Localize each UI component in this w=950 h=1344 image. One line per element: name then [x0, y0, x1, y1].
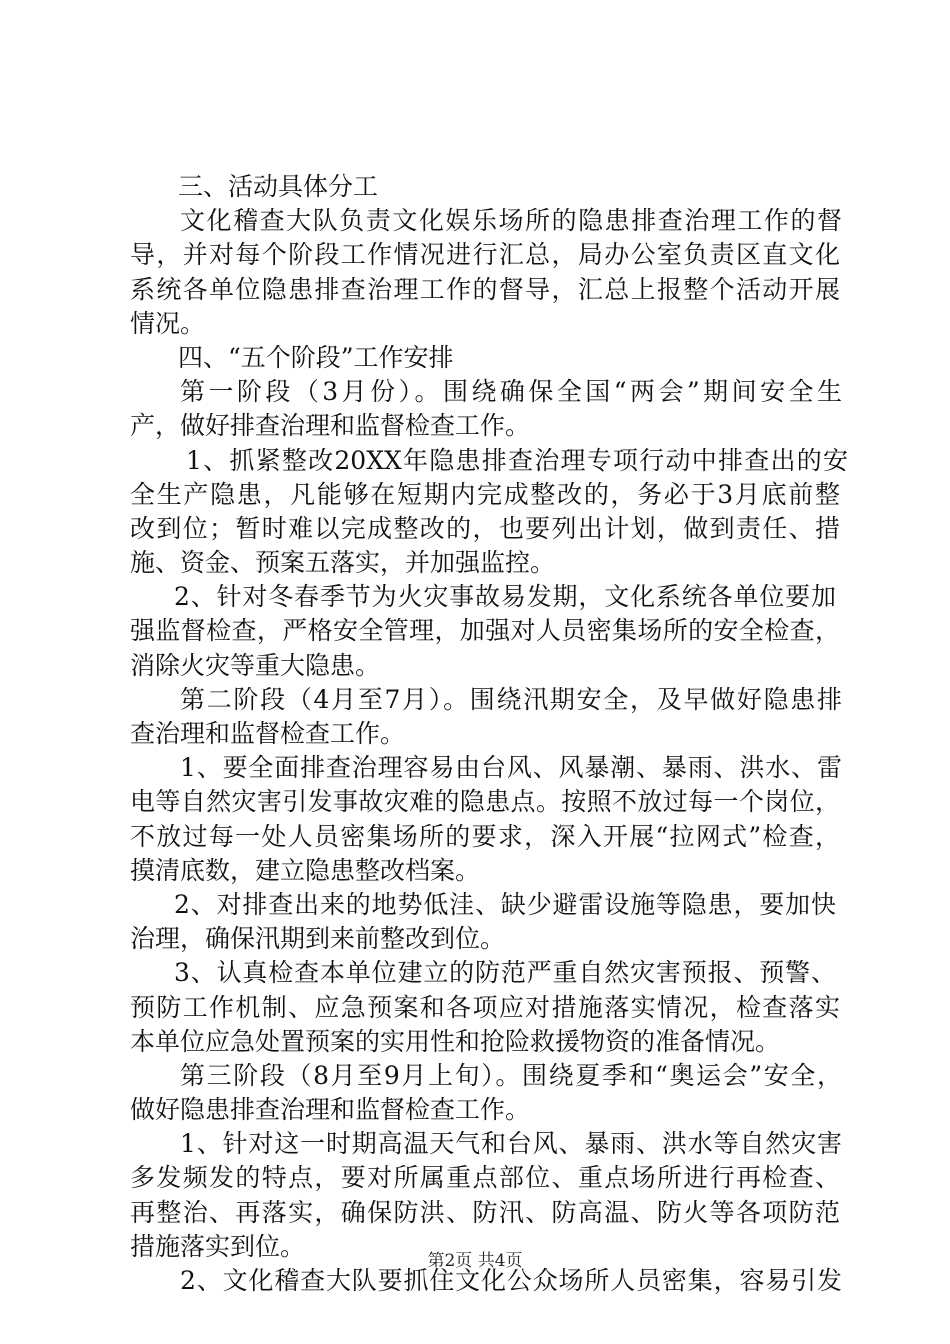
- paragraph-line: 改到位；暂时难以完成整改的，也要列出计划，做到责任、措: [130, 513, 840, 543]
- paragraph-line: 1、要全面排查治理容易由台风、风暴潮、暴雨、洪水、雷: [180, 753, 842, 783]
- document-body: [130, 170, 848, 1298]
- paragraph-line: 第三阶段（8月至9月上旬）。围绕夏季和“奥运会”安全，: [180, 1060, 842, 1090]
- paragraph-line: 3、认真检查本单位建立的防范严重自然灾害预报、预警、: [174, 958, 836, 988]
- paragraph-line: 预防工作机制、应急预案和各项应对措施落实情况，检查落实: [130, 992, 840, 1022]
- paragraph-line: 情况。: [130, 308, 206, 338]
- paragraph-line: 强监督检查，严格安全管理，加强对人员密集场所的安全检查，: [130, 616, 840, 646]
- paragraph-line: 再整治、再落实，确保防洪、防汛、防高温、防火等各项防范: [130, 1197, 840, 1227]
- paragraph-line: 第二阶段（4月至7月）。围绕汛期安全，及早做好隐患排: [180, 684, 842, 714]
- section-heading: 三、活动具体分工: [178, 172, 379, 201]
- paragraph-line: 不放过每一处人员密集场所的要求，深入开展“拉网式”检查，: [130, 821, 840, 851]
- paragraph-line: 2、文化稽查大队要抓住文化公众场所人员密集，容易引发: [180, 1266, 842, 1295]
- paragraph-line: 措施落实到位。: [130, 1231, 306, 1261]
- paragraph-line: 消除火灾等重大隐患。: [130, 650, 381, 680]
- page-footer: 第2页 共4页: [427, 1251, 523, 1271]
- paragraph-line: 1、抓紧整改20XX年隐患排查治理专项行动中排查出的安: [186, 445, 848, 475]
- section-heading: 四、“五个阶段”工作安排: [178, 342, 454, 372]
- paragraph-line: 本单位应急处置预案的实用性和抢险救援物资的准备情况。: [130, 1026, 781, 1056]
- paragraph-line: 第一阶段（3月份）。围绕确保全国“两会”期间安全生: [180, 377, 842, 407]
- paragraph-line: 产，做好排查治理和监督检查工作。: [130, 411, 531, 441]
- paragraph-line: 做好隐患排查治理和监督检查工作。: [130, 1095, 531, 1125]
- paragraph-line: 电等自然灾害引发事故灾难的隐患点。按照不放过每一个岗位，: [130, 787, 840, 817]
- paragraph-line: 系统各单位隐患排查治理工作的督导，汇总上报整个活动开展: [130, 274, 840, 304]
- paragraph-line: 2、针对冬春季节为火灾事故易发期，文化系统各单位要加: [174, 582, 836, 612]
- paragraph-line: 2、对排查出来的地势低洼、缺少避雷设施等隐患，要加快: [174, 889, 836, 919]
- paragraph-line: 全生产隐患，凡能够在短期内完成整改的，务必于3月底前整: [130, 479, 840, 509]
- paragraph-line: 1、针对这一时期高温天气和台风、暴雨、洪水等自然灾害: [180, 1129, 842, 1159]
- paragraph-line: 文化稽查大队负责文化娱乐场所的隐患排查治理工作的督: [180, 206, 842, 236]
- paragraph-line: 多发频发的特点，要对所属重点部位、重点场所进行再检查、: [130, 1163, 840, 1193]
- paragraph-line: 查治理和监督检查工作。: [130, 719, 406, 748]
- paragraph-line: 施、资金、预案五落实，并加强监控。: [130, 548, 556, 578]
- paragraph-line: 导，并对每个阶段工作情况进行汇总，局办公室负责区直文化: [130, 240, 840, 270]
- paragraph-line: 治理，确保汛期到来前整改到位。: [130, 924, 506, 954]
- paragraph-line: 摸清底数，建立隐患整改档案。: [130, 855, 481, 885]
